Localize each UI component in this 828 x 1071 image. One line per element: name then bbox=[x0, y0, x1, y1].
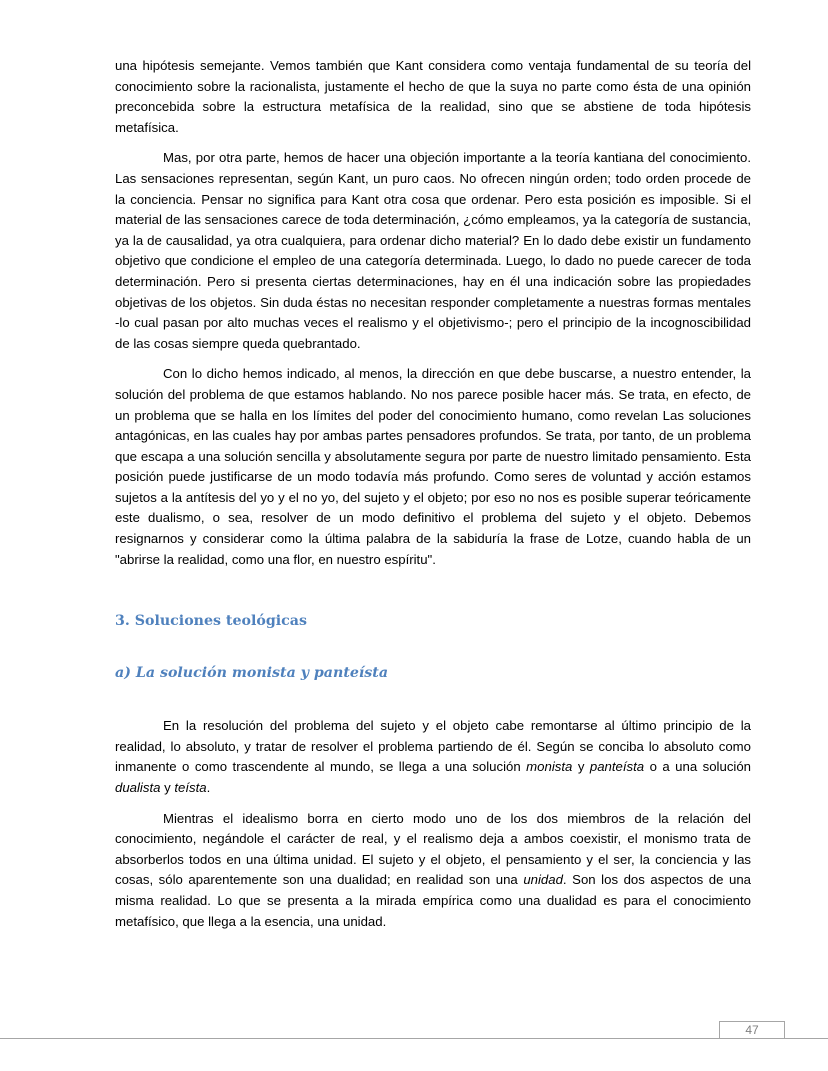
text-run: Mientras el idealismo borra en cierto modo uno de los dos miembros de la relación del conocimiento, negándole el carácter de real, y el realismo deja a ambos coexistir, el monismo trata de absorberlos todos en una última unidad. El sujeto y el objeto, el pensamiento y el ser, la conciencia y las cosas, sólo aparentemente son una dualidad; en realidad son una bbox=[115, 810, 751, 888]
emphasis-unidad: unidad bbox=[523, 872, 563, 888]
paragraph-absolute-principle bbox=[115, 716, 751, 798]
emphasis-teista: teísta bbox=[174, 780, 207, 796]
subsection-heading-monist-pantheist: a) La solución monista y panteísta bbox=[115, 665, 389, 682]
text-run: . Son los dos aspectos de una misma realidad. Lo que se presenta a la mirada empírica como una dualidad es para el conocimiento metafísico, que llega a la esencia, una unidad. bbox=[115, 872, 752, 929]
paragraph-kant-hypothesis: una hipótesis semejante. Vemos también que Kant considera como ventaja fundamental de su teoría del conocimiento sobre la racionalista, justamente el hecho de que la suya no parte como ésta de una opinión preconcebida sobre la estructura metafísica de la realidad, sino que se abstiene de toda hipótesis metafísica. bbox=[115, 58, 751, 135]
document-body bbox=[115, 56, 751, 942]
paragraph-kant-objection: Mas, por otra parte, hemos de hacer una objeción importante a la teoría kantiana del conocimiento. Las sensaciones representan, según Kant, un puro caos. No ofrecen ningún orden; todo orden procede de la conciencia. Pensar no significa para Kant otra cosa que ordenar. Pero esta posición es imposible. Si el material de las sensaciones carece de toda determinación, ¿cómo empleamos, ya la categoría de sustancia, ya la de causalidad, ya otra cualquiera, para ordenar dicho material? En lo dado debe existir un fundamento objetivo que condicione el empleo de una categoría determinada. Luego, lo dado no puede carecer de toda determinación. Pero si presenta ciertas determinaciones, hay en él una indicación sobre las propiedades objetivas de los objetos. Sin duda éstas no necesitan responder completamente a nuestras formas mentales -lo cual pasan por alto muchas veces el realismo y el objetivismo-; pero el principio de la incognoscibilidad de las cosas siempre queda quebrantado. bbox=[115, 150, 751, 351]
text-run: y bbox=[572, 759, 590, 775]
text-run: y bbox=[160, 780, 175, 796]
footer-rule bbox=[0, 1038, 828, 1039]
page-number: 47 bbox=[719, 1021, 785, 1038]
emphasis-dualista: dualista bbox=[115, 780, 161, 796]
text-run: o a una solución bbox=[644, 759, 752, 775]
paragraph-monism bbox=[115, 809, 751, 933]
emphasis-panteista: panteísta bbox=[589, 759, 645, 775]
text-run: En la resolución del problema del sujeto y el objeto cabe remontarse al último principio de la realidad, lo absoluto, y tratar de resolver el problema partiendo de él. Según se conciba lo absoluto como inmanente o como trascendente al mundo, se llega a una solución bbox=[115, 718, 751, 775]
paragraph-solution-direction: Con lo dicho hemos indicado, al menos, la dirección en que debe buscarse, a nuestro entender, la solución del problema de que estamos hablando. No nos parece posible hacer más. Se trata, en efecto, de un problema que se halla en los límites del poder del conocimiento humano, como revelan Las soluciones antagónicas, en las cuales hay por ambas partes pensadores profundos. Se trata, por tanto, de un problema que escapa a una solución sencilla y absolutamente segura por parte de nuestro limitado pensamiento. Esta posición puede justificarse de un modo todavía más profundo. Como seres de voluntad y acción estamos sujetos a la antítesis del yo y el no yo, del sujeto y el objeto; por eso no nos es posible superar teóricamente este dualismo, o sea, resolver de un modo definitivo el problema del sujeto y el objeto. Debemos resignarnos y considerar como la última palabra de la sabiduría la frase de Lotze, cuando habla de un "abrirse la realidad, como una flor, en nuestro espíritu". bbox=[115, 366, 751, 567]
section-heading-theological-solutions: 3. Soluciones teológicas bbox=[115, 613, 307, 630]
emphasis-monista: monista bbox=[526, 759, 573, 775]
text-run: . bbox=[206, 780, 211, 796]
